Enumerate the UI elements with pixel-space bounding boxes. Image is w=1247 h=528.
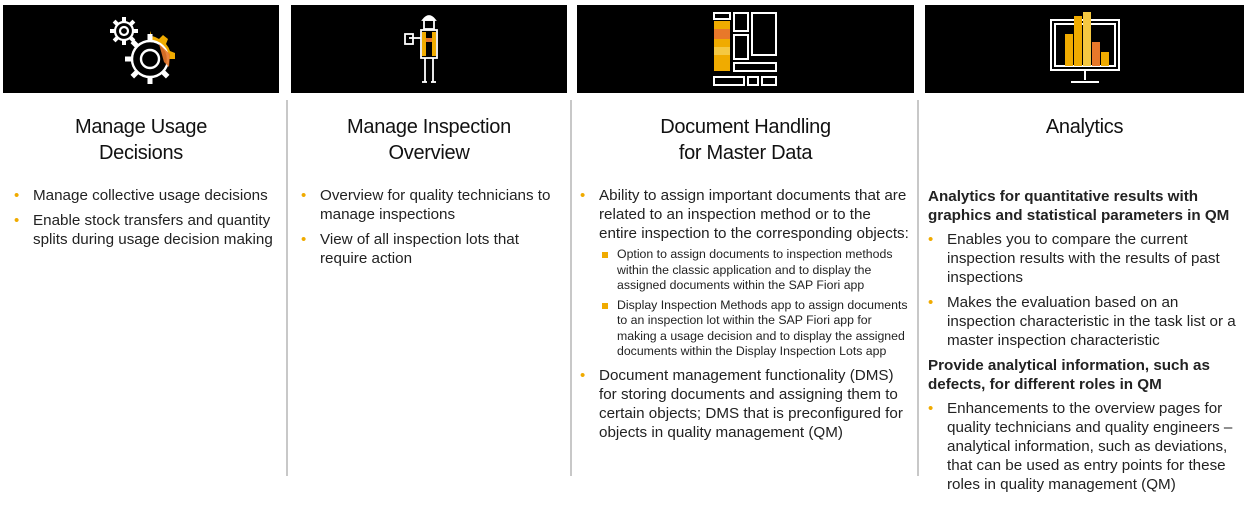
sub-list-item: Display Inspection Methods app to assign documents to an inspection lot within the SAP Fiori app for making a usage decision and to display the assigned documents within the Display Inspection Lots app (599, 298, 910, 360)
column-title (925, 114, 1244, 140)
title-line-2: for Master Data (678, 142, 813, 164)
list-item: • Enable stock transfers and quantity splits during usage decision making (14, 211, 274, 249)
section-heading: Provide analytical information, such as defects, for different roles in QM (928, 357, 1210, 393)
banner-analytics (925, 5, 1244, 93)
bullet-list (580, 186, 910, 448)
analytics-monitor-icon (1045, 8, 1125, 90)
list-item-text: Ability to assign important documents that are related to an inspection method or to the entire inspection to the corresponding objects: (599, 187, 909, 242)
title-line-2: Decisions (99, 142, 183, 164)
bullet-list (14, 186, 274, 255)
gears-icon (96, 9, 186, 89)
banner-document-handling (577, 5, 914, 93)
column-divider (917, 100, 919, 476)
column-title (291, 114, 567, 166)
sub-list-item: Option to assign documents to inspection methods within the classic application and to display the assigned documents within the SAP Fiori app (599, 247, 910, 294)
banner-manage-usage-decisions (3, 5, 279, 93)
bullet-list (301, 186, 561, 274)
list-item: • View of all inspection lots that require action (301, 230, 561, 268)
list-item: • Manage collective usage decisions (14, 186, 274, 205)
column-title (3, 114, 279, 166)
list-item (580, 186, 910, 360)
column-title (577, 114, 914, 166)
title-line-1: Analytics (1045, 116, 1124, 138)
section-heading: Analytics for quantitative results with graphics and statistical parameters in QM (928, 188, 1230, 224)
title-line-2: Overview (388, 142, 470, 164)
banner-manage-inspection-overview (291, 5, 567, 93)
inspector-worker-icon (399, 8, 459, 90)
sub-bullet-list (599, 247, 910, 360)
analytics-content (928, 187, 1246, 500)
column-divider (286, 100, 288, 476)
list-item: • Overview for quality technicians to manage inspections (301, 186, 561, 224)
list-item: • Document management functionality (DMS) for storing documents and assigning them to certain objects; DMS that is preconfigured for objects in quality management (QM) (580, 366, 910, 442)
list-item: • Makes the evaluation based on an inspection characteristic in the task list or a master inspection characteristic (928, 293, 1246, 350)
document-layout-icon (706, 9, 786, 89)
title-line-1: Document Handling (660, 116, 831, 138)
title-line-1: Manage Usage (74, 116, 208, 138)
column-divider (570, 100, 572, 476)
title-line-1: Manage Inspection (347, 116, 511, 138)
list-item: • Enhancements to the overview pages for quality technicians and quality engineers – analytical information, such as deviations, that can be used as entry points for these roles in quality management (QM) (928, 399, 1246, 494)
list-item: • Enables you to compare the current inspection results with the results of past inspections (928, 230, 1246, 287)
